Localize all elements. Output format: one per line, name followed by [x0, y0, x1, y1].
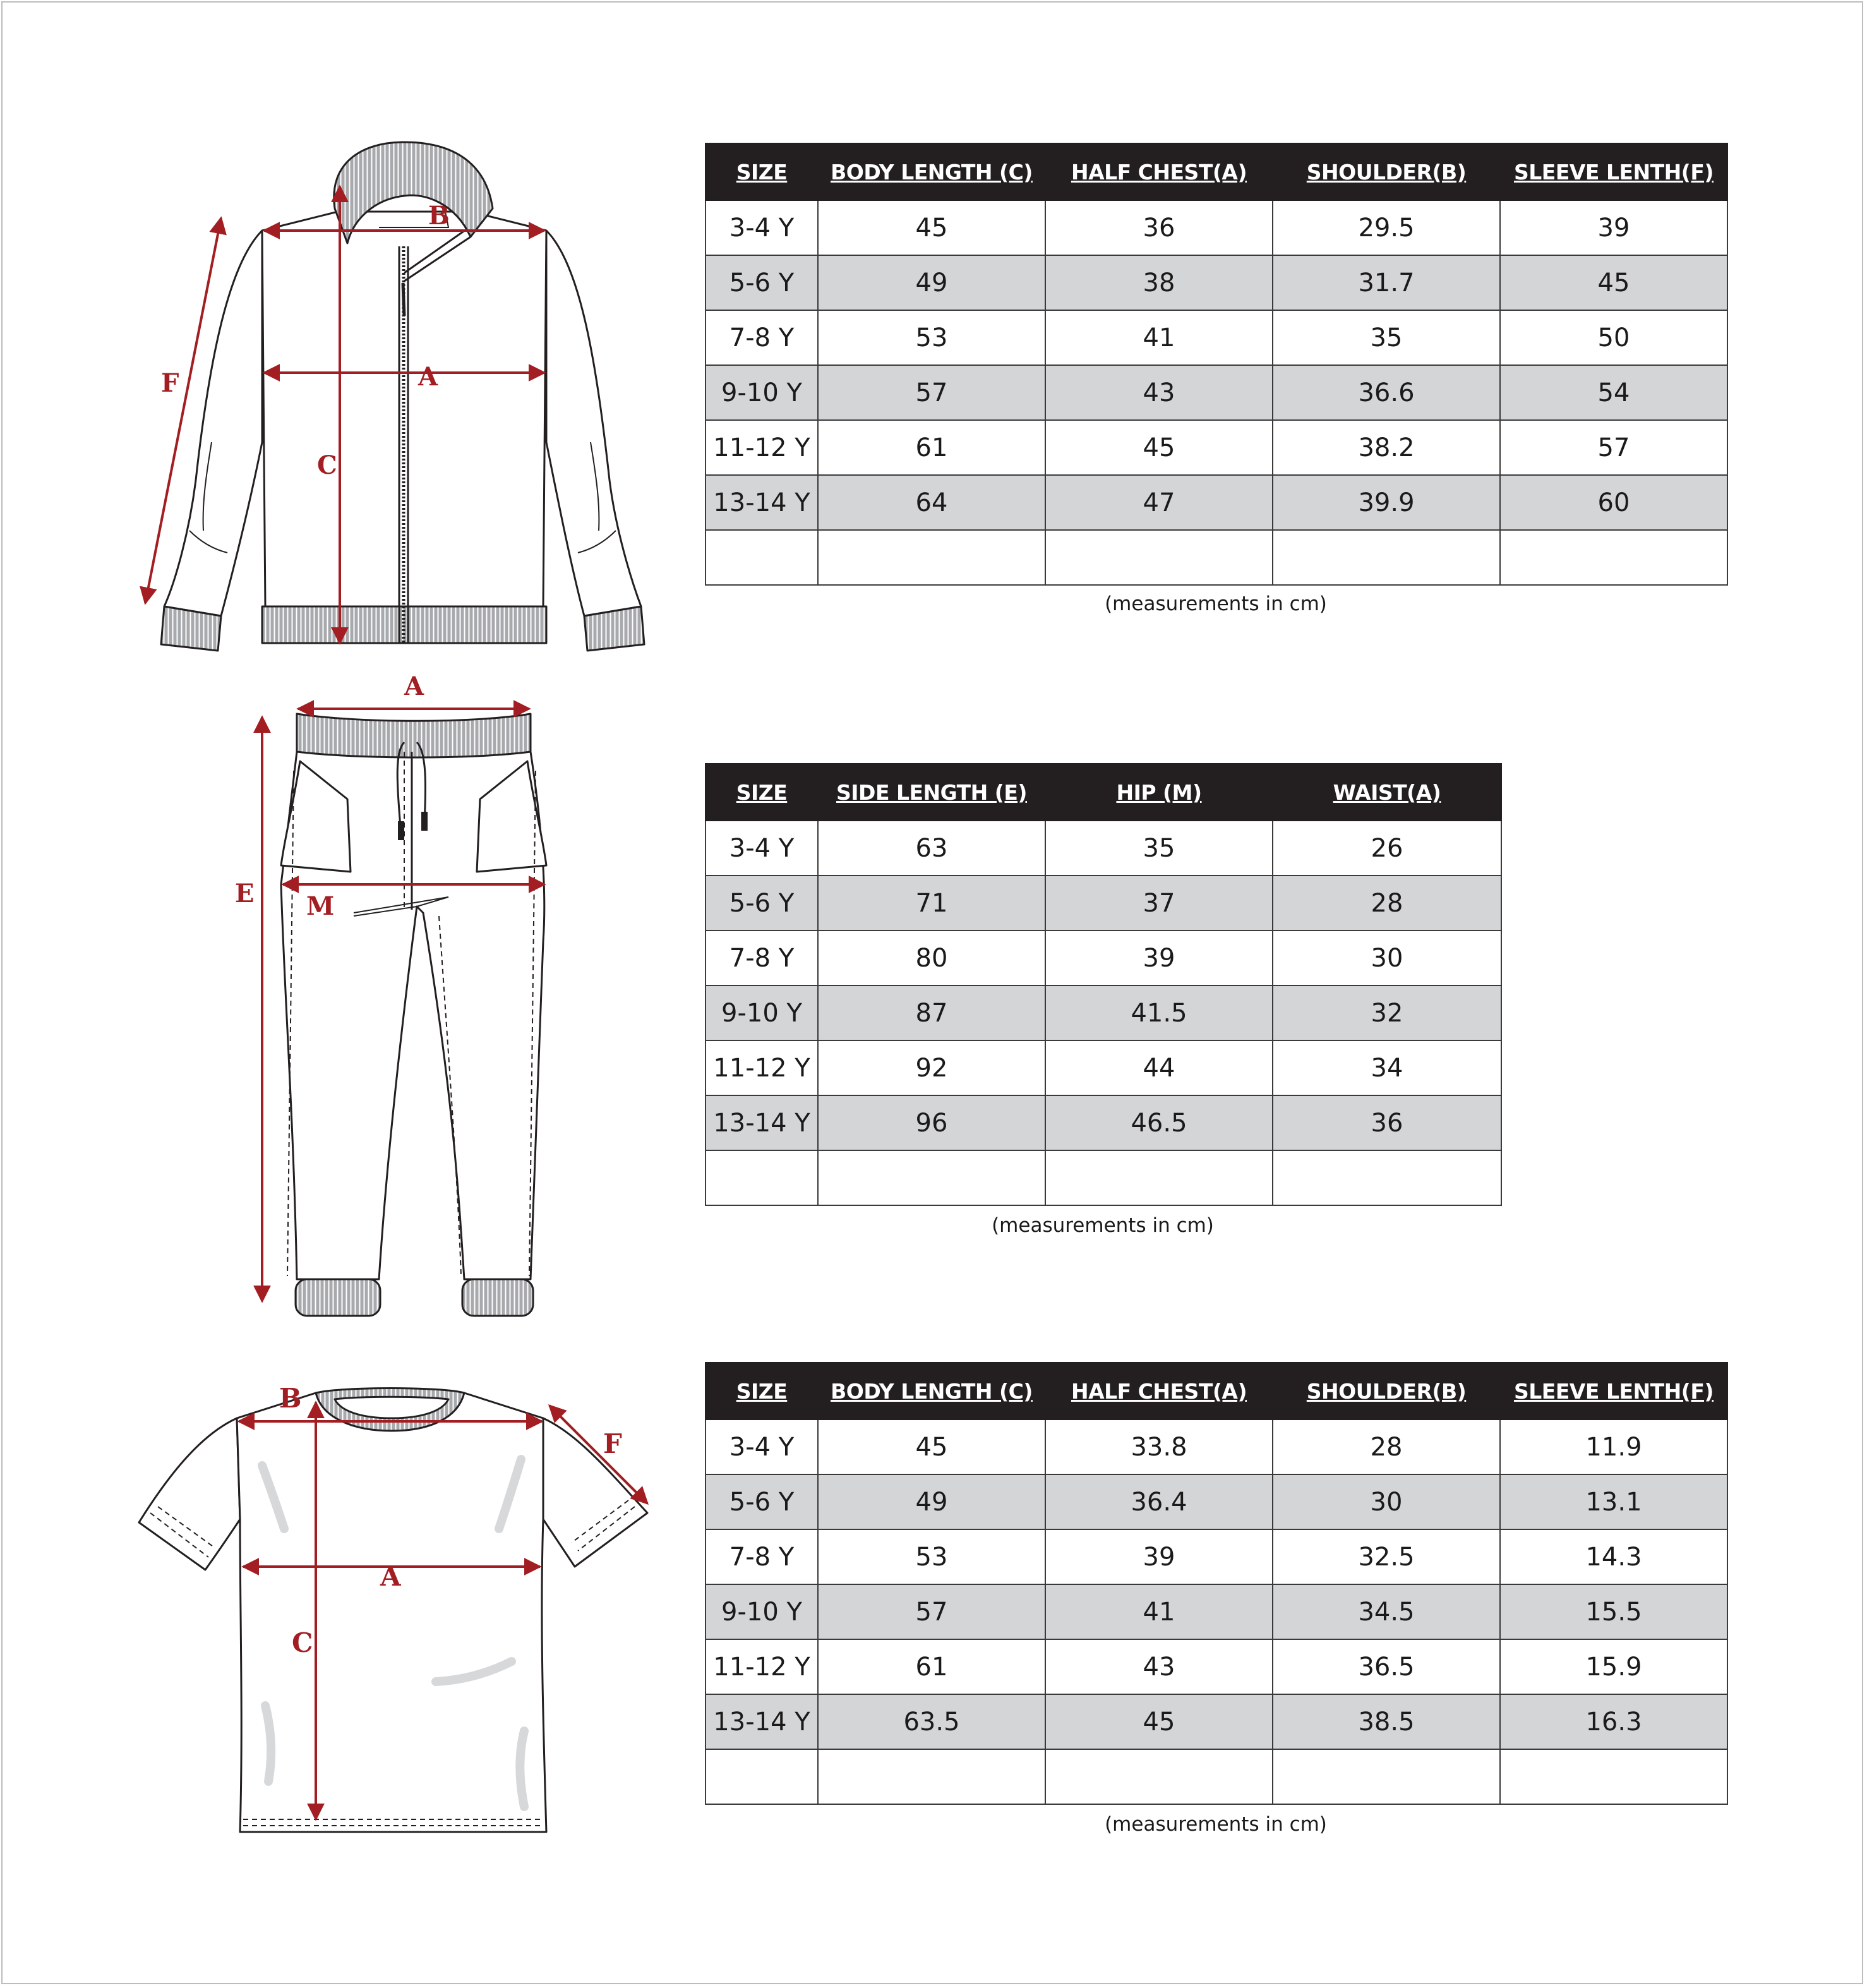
tshirt-dim-b-label: B [279, 1383, 302, 1414]
table-row [705, 365, 1727, 420]
table-cell: 34.5 [1273, 1584, 1500, 1639]
table-cell: 38.2 [1273, 420, 1500, 475]
table-cell: 39 [1045, 931, 1273, 985]
size-cell: 5-6 Y [705, 876, 818, 931]
empty-cell [705, 1150, 818, 1205]
table-cell: 96 [818, 1095, 1045, 1150]
column-header: HALF CHEST(A) [1045, 1363, 1273, 1419]
pants-measurement-note: (measurements in cm) [992, 1214, 1214, 1237]
table-cell: 63.5 [818, 1694, 1045, 1749]
table-row [705, 1040, 1501, 1095]
empty-cell [1045, 1749, 1273, 1804]
table-row [705, 1584, 1727, 1639]
table-cell: 36.5 [1273, 1639, 1500, 1694]
table-cell: 57 [818, 1584, 1045, 1639]
size-cell: 11-12 Y [705, 1639, 818, 1694]
table-row [705, 200, 1727, 255]
size-cell: 13-14 Y [705, 1694, 818, 1749]
column-header: SHOULDER(B) [1273, 143, 1500, 200]
table-cell: 43 [1045, 365, 1273, 420]
pants-figure [234, 676, 575, 1320]
tshirt-size-table [705, 1362, 1728, 1805]
table-cell: 15.5 [1500, 1584, 1727, 1639]
table-cell: 64 [818, 475, 1045, 530]
size-cell: 3-4 Y [705, 1419, 818, 1474]
table-row [705, 1694, 1727, 1749]
table-cell: 63 [818, 821, 1045, 876]
table-cell: 50 [1500, 310, 1727, 365]
tshirt-figure [133, 1377, 657, 1857]
table-cell: 39 [1045, 1529, 1273, 1584]
table-cell: 30 [1273, 931, 1501, 985]
table-cell: 49 [818, 255, 1045, 310]
table-cell: 36.4 [1045, 1474, 1273, 1529]
table-cell: 41 [1045, 310, 1273, 365]
table-cell: 15.9 [1500, 1639, 1727, 1694]
table-header-row [705, 143, 1727, 200]
table-row [705, 475, 1727, 530]
empty-row [705, 1150, 1501, 1205]
empty-cell [705, 530, 818, 585]
table-cell: 39.9 [1273, 475, 1500, 530]
table-row [705, 420, 1727, 475]
table-row [705, 1095, 1501, 1150]
empty-row [705, 530, 1727, 585]
table-cell: 53 [818, 1529, 1045, 1584]
table-cell: 34 [1273, 1040, 1501, 1095]
size-cell: 7-8 Y [705, 310, 818, 365]
empty-cell [1500, 530, 1727, 585]
table-row [705, 255, 1727, 310]
table-cell: 14.3 [1500, 1529, 1727, 1584]
jacket-size-table [705, 143, 1728, 586]
table-row [705, 876, 1501, 931]
table-cell: 57 [1500, 420, 1727, 475]
table-cell: 38 [1045, 255, 1273, 310]
table-cell: 92 [818, 1040, 1045, 1095]
table-header-row [705, 764, 1501, 821]
pants-dim-e-label: E [235, 879, 255, 908]
jacket-dim-b-label: B [428, 201, 450, 231]
table-cell: 36 [1273, 1095, 1501, 1150]
size-cell: 9-10 Y [705, 1584, 818, 1639]
column-header: BODY LENGTH (C) [818, 143, 1045, 200]
size-cell: 13-14 Y [705, 1095, 818, 1150]
table-cell: 41 [1045, 1584, 1273, 1639]
table-cell: 47 [1045, 475, 1273, 530]
size-cell: 5-6 Y [705, 255, 818, 310]
jacket-measurement-note: (measurements in cm) [1105, 593, 1327, 615]
table-row [705, 985, 1501, 1040]
table-cell: 71 [818, 876, 1045, 931]
table-cell: 31.7 [1273, 255, 1500, 310]
size-cell: 9-10 Y [705, 365, 818, 420]
size-cell: 7-8 Y [705, 1529, 818, 1584]
table-cell: 41.5 [1045, 985, 1273, 1040]
table-row [705, 931, 1501, 985]
table-cell: 87 [818, 985, 1045, 1040]
table-cell: 39 [1500, 200, 1727, 255]
table-cell: 60 [1500, 475, 1727, 530]
table-cell: 35 [1045, 821, 1273, 876]
table-cell: 16.3 [1500, 1694, 1727, 1749]
tshirt-dim-f-label: F [603, 1428, 622, 1459]
tshirt-drawing [133, 1377, 657, 1857]
table-cell: 57 [818, 365, 1045, 420]
table-row [705, 1639, 1727, 1694]
empty-cell [1273, 1749, 1500, 1804]
table-cell: 46.5 [1045, 1095, 1273, 1150]
table-cell: 44 [1045, 1040, 1273, 1095]
empty-cell [1273, 530, 1500, 585]
table-cell: 36 [1045, 200, 1273, 255]
table-cell: 32.5 [1273, 1529, 1500, 1584]
table-row [705, 821, 1501, 876]
empty-cell [818, 1150, 1045, 1205]
table-cell: 49 [818, 1474, 1045, 1529]
table-cell: 53 [818, 310, 1045, 365]
tshirt-measurement-note: (measurements in cm) [1105, 1813, 1327, 1836]
table-row [705, 1474, 1727, 1529]
column-header: WAIST(A) [1273, 764, 1501, 821]
tshirt-dim-a-label: A [380, 1561, 401, 1592]
pants-size-table [705, 763, 1502, 1206]
empty-cell [705, 1749, 818, 1804]
table-cell: 29.5 [1273, 200, 1500, 255]
column-header: SIZE [705, 764, 818, 821]
column-header: HIP (M) [1045, 764, 1273, 821]
column-header: BODY LENGTH (C) [818, 1363, 1045, 1419]
table-cell: 35 [1273, 310, 1500, 365]
table-cell: 30 [1273, 1474, 1500, 1529]
table-cell: 54 [1500, 365, 1727, 420]
table-header-row [705, 1363, 1727, 1419]
empty-cell [818, 530, 1045, 585]
table-cell: 32 [1273, 985, 1501, 1040]
pants-drawing [234, 676, 575, 1320]
column-header: SIZE [705, 1363, 818, 1419]
table-cell: 45 [1500, 255, 1727, 310]
size-cell: 11-12 Y [705, 1040, 818, 1095]
table-cell: 45 [1045, 420, 1273, 475]
size-cell: 5-6 Y [705, 1474, 818, 1529]
pants-dim-m-label: M [306, 891, 335, 921]
table-cell: 38.5 [1273, 1694, 1500, 1749]
table-cell: 28 [1273, 876, 1501, 931]
table-cell: 26 [1273, 821, 1501, 876]
empty-cell [1045, 1150, 1273, 1205]
table-cell: 61 [818, 420, 1045, 475]
size-cell: 13-14 Y [705, 475, 818, 530]
jacket-drawing [126, 126, 663, 663]
table-cell: 13.1 [1500, 1474, 1727, 1529]
table-cell: 45 [1045, 1694, 1273, 1749]
size-cell: 9-10 Y [705, 985, 818, 1040]
column-header: HALF CHEST(A) [1045, 143, 1273, 200]
table-cell: 61 [818, 1639, 1045, 1694]
size-cell: 3-4 Y [705, 200, 818, 255]
column-header: SIZE [705, 143, 818, 200]
size-cell: 3-4 Y [705, 821, 818, 876]
table-cell: 11.9 [1500, 1419, 1727, 1474]
table-cell: 37 [1045, 876, 1273, 931]
jacket-figure [126, 126, 663, 663]
empty-row [705, 1749, 1727, 1804]
pants-dim-a-label: A [404, 676, 424, 701]
jacket-dim-f-label: F [161, 368, 179, 398]
column-header: SLEEVE LENTH(F) [1500, 1363, 1727, 1419]
column-header: SLEEVE LENTH(F) [1500, 143, 1727, 200]
table-cell: 80 [818, 931, 1045, 985]
size-cell: 7-8 Y [705, 931, 818, 985]
table-cell: 28 [1273, 1419, 1500, 1474]
size-cell: 11-12 Y [705, 420, 818, 475]
tshirt-dim-c-label: C [292, 1627, 313, 1658]
empty-cell [818, 1749, 1045, 1804]
table-cell: 33.8 [1045, 1419, 1273, 1474]
table-row [705, 1529, 1727, 1584]
column-header: SHOULDER(B) [1273, 1363, 1500, 1419]
jacket-dim-a-label: A [418, 362, 438, 392]
empty-cell [1045, 530, 1273, 585]
empty-cell [1500, 1749, 1727, 1804]
table-cell: 43 [1045, 1639, 1273, 1694]
jacket-dim-c-label: C [317, 450, 337, 480]
table-cell: 45 [818, 1419, 1045, 1474]
table-cell: 36.6 [1273, 365, 1500, 420]
table-row [705, 1419, 1727, 1474]
table-cell: 45 [818, 200, 1045, 255]
column-header: SIDE LENGTH (E) [818, 764, 1045, 821]
table-row [705, 310, 1727, 365]
empty-cell [1273, 1150, 1501, 1205]
